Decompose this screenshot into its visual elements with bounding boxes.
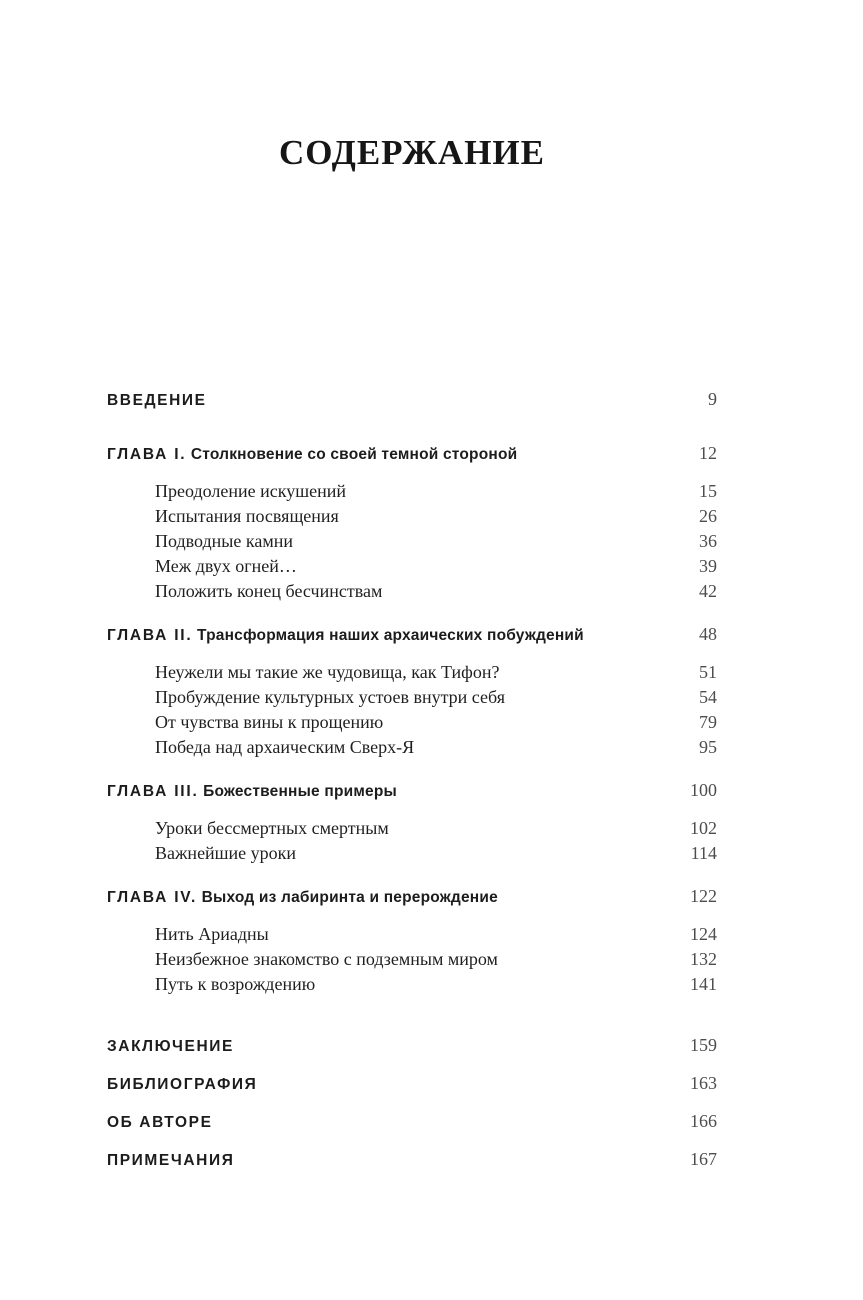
- toc-entry: [107, 444, 717, 465]
- toc-page-number: 132: [690, 949, 717, 969]
- toc-page-number: 36: [699, 531, 717, 551]
- toc-section-label: ПРИМЕЧАНИЯ: [107, 1152, 235, 1169]
- toc-page-number: 122: [690, 886, 717, 906]
- toc-list: [107, 390, 717, 1171]
- toc-chapter-prefix: ГЛАВА IV.: [107, 889, 198, 906]
- toc-subentry-title: Уроки бессмертных смертным: [155, 818, 389, 838]
- toc-entry: [107, 1112, 717, 1133]
- toc-chapter-title: Божественные примеры: [198, 783, 397, 800]
- toc-section-label: ЗАКЛЮЧЕНИЕ: [107, 1038, 234, 1055]
- toc-subentry-title: Путь к возрождению: [155, 974, 316, 994]
- toc-page-number: 15: [699, 481, 717, 501]
- toc-entry: [107, 781, 717, 802]
- toc-subentry-title: Положить конец бесчинствам: [155, 581, 383, 601]
- toc-page-number: 114: [690, 843, 717, 863]
- toc-page-number: 166: [690, 1111, 717, 1131]
- toc-page-number: 39: [699, 556, 717, 576]
- toc-chapter-label: [107, 888, 498, 908]
- toc-section-label: ВВЕДЕНИЕ: [107, 392, 207, 409]
- toc-chapter-title: Трансформация наших архаических побуждений: [192, 627, 584, 644]
- toc-entry: [107, 663, 717, 682]
- toc-subentry-title: Неужели мы такие же чудовища, как Тифон?: [155, 662, 500, 682]
- toc-entry: [107, 713, 717, 732]
- toc-entry: [107, 975, 717, 994]
- toc-entry: [107, 688, 717, 707]
- toc-entry: [107, 582, 717, 601]
- toc-chapter-label: [107, 626, 584, 646]
- toc-subentry-title: От чувства вины к прощению: [155, 712, 384, 732]
- toc-chapter-prefix: ГЛАВА I.: [107, 446, 187, 463]
- toc-entry: [107, 738, 717, 757]
- toc-page-number: 12: [699, 443, 717, 463]
- toc-page-number: 42: [699, 581, 717, 601]
- toc-subentry-title: Победа над архаическим Сверх-Я: [155, 737, 415, 757]
- toc-page-number: 95: [699, 737, 717, 757]
- toc-entry: [107, 844, 717, 863]
- toc-subentry-title: Подводные камни: [155, 531, 293, 551]
- toc-subentry-title: Испытания посвящения: [155, 506, 339, 526]
- toc-page-number: 141: [690, 974, 717, 994]
- toc-entry: [107, 532, 717, 551]
- toc-entry: [107, 390, 717, 411]
- toc-entry: [107, 925, 717, 944]
- toc-section-label: ОБ АВТОРЕ: [107, 1114, 213, 1131]
- toc-subentry-title: Преодоление искушений: [155, 481, 346, 501]
- toc-page-number: 54: [699, 687, 717, 707]
- toc-chapter-label: [107, 782, 397, 802]
- toc-page-number: 51: [699, 662, 717, 682]
- toc-page-number: 100: [690, 780, 717, 800]
- toc-subentry-title: Нить Ариадны: [155, 924, 269, 944]
- toc-page-number: 79: [699, 712, 717, 732]
- toc-subentry-title: Меж двух огней…: [155, 556, 297, 576]
- toc-chapter-title: Выход из лабиринта и перерождение: [197, 889, 498, 906]
- toc-entry: [107, 1150, 717, 1171]
- toc-chapter-label: [107, 445, 517, 465]
- toc-entry: [107, 950, 717, 969]
- toc-chapter-prefix: ГЛАВА II.: [107, 627, 193, 644]
- toc-page-number: 9: [708, 389, 717, 409]
- toc-chapter-prefix: ГЛАВА III.: [107, 783, 199, 800]
- toc-page-number: 167: [690, 1149, 717, 1169]
- toc-page-number: 163: [690, 1073, 717, 1093]
- toc-entry: [107, 1074, 717, 1095]
- page-title: СОДЕРЖАНИЕ: [278, 133, 545, 172]
- toc-page-number: 48: [699, 624, 717, 644]
- toc-entry: [107, 1036, 717, 1057]
- toc-page-number: 26: [699, 506, 717, 526]
- toc-page-number: 124: [690, 924, 717, 944]
- toc-entry: [107, 557, 717, 576]
- toc-entry: [107, 482, 717, 501]
- toc-entry: [107, 507, 717, 526]
- toc-content: [107, 0, 717, 1171]
- toc-section-label: БИБЛИОГРАФИЯ: [107, 1076, 258, 1093]
- toc-subentry-title: Важнейшие уроки: [155, 843, 297, 863]
- toc-entry: [107, 625, 717, 646]
- toc-entry: [107, 819, 717, 838]
- toc-subentry-title: Неизбежное знакомство с подземным миром: [155, 949, 498, 969]
- toc-chapter-title: Столкновение со своей темной стороной: [186, 446, 518, 463]
- toc-page-number: 159: [690, 1035, 717, 1055]
- toc-entry: [107, 887, 717, 908]
- toc-page-number: 102: [690, 818, 717, 838]
- toc-subentry-title: Пробуждение культурных устоев внутри себя: [155, 687, 505, 707]
